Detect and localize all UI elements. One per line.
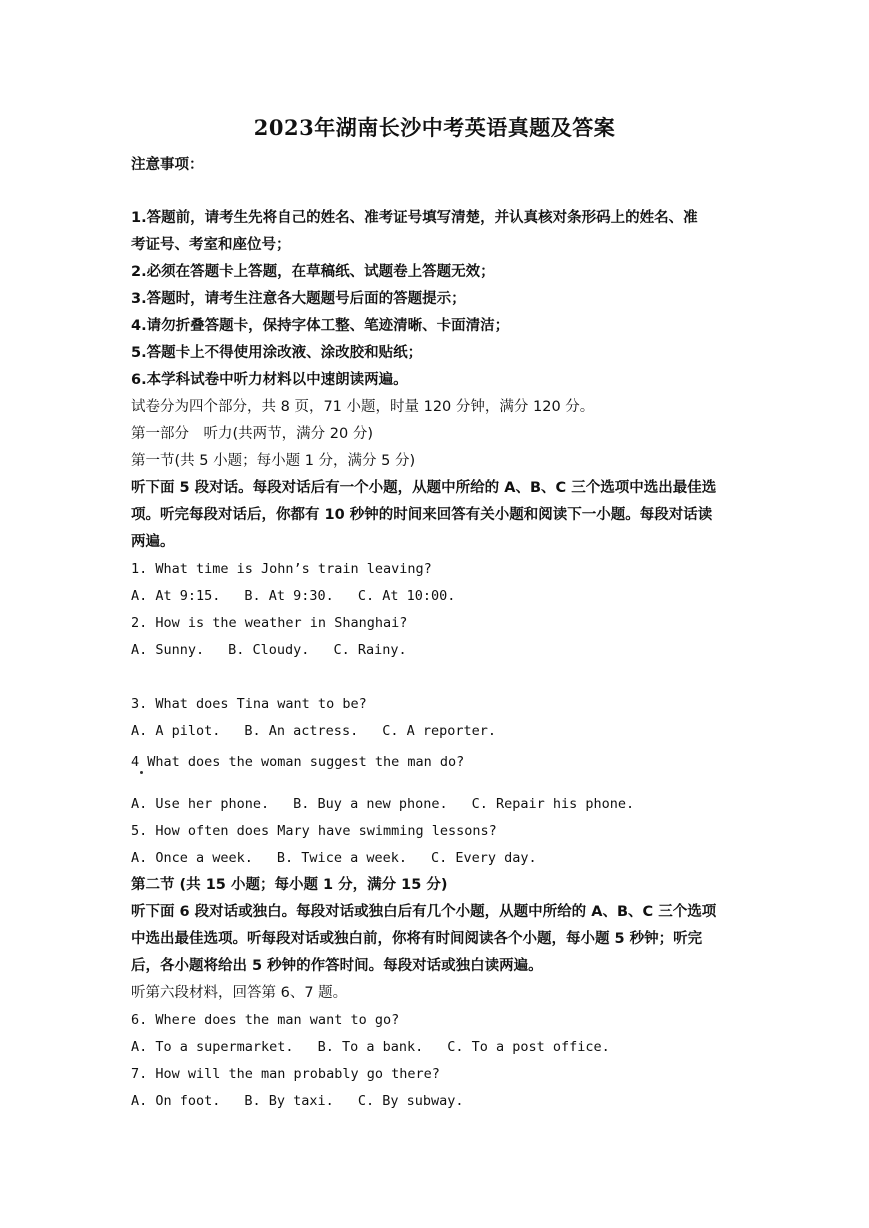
option: C. At 10:00.: [357, 588, 456, 604]
option: B. An actress.: [244, 723, 359, 739]
option: B. Buy a new phone.: [293, 796, 448, 812]
option: C. A reporter.: [382, 723, 496, 739]
section-instructions: 项。听完每段对话后，你都有 10 秒钟的时间来回答有关小题和阅读下一小题。每段对话读: [131, 507, 713, 523]
option: C. Every day.: [430, 850, 537, 866]
question-options: [131, 640, 407, 660]
option: C. Rainy.: [333, 642, 407, 658]
section-heading: 第二节 (共 15 小题；每小题 1 分，满分 15 分): [131, 877, 448, 893]
question-options: [131, 794, 634, 814]
notice-line: 1.答题前，请考生先将自己的姓名、准考证号填写清楚，并认真核对条形码上的姓名、准: [131, 210, 698, 226]
question-options: [131, 586, 455, 606]
section-instructions: 听下面 6 段对话或独白。每段对话或独白后有几个小题，从题中所给的 A、B、C 三个选项: [131, 904, 717, 920]
option: A. A pilot.: [131, 723, 221, 739]
question-text: 6. Where does the man want to go?: [131, 1012, 400, 1028]
question-options: [131, 721, 496, 741]
part-heading: 第一部分 听力(共两节，满分 20 分): [131, 426, 373, 442]
material-note: 听第六段材料，回答第 6、7 题。: [131, 985, 348, 1001]
question-text: 7. How will the man probably go there?: [131, 1066, 440, 1082]
notice-line: 考证号、考室和座位号；: [131, 237, 291, 253]
option: B. Cloudy.: [228, 642, 310, 658]
option: B. Twice a week.: [276, 850, 407, 866]
option: B. At 9:30.: [244, 588, 334, 604]
notice-line: 5.答题卡上不得使用涂改液、涂改胶和贴纸；: [131, 345, 423, 361]
option: A. Sunny.: [131, 642, 205, 658]
section-heading: 第一节(共 5 小题；每小题 1 分，满分 5 分): [131, 453, 416, 469]
notice-line: 4.请勿折叠答题卡，保持字体工整、笔迹清晰、卡面清洁；: [131, 318, 510, 334]
question-options: [131, 1037, 610, 1057]
question-text: 5. How often does Mary have swimming lessons?: [131, 823, 497, 839]
option: B. By taxi.: [244, 1093, 334, 1109]
section-instructions: 后，各小题将给出 5 秒钟的作答时间。每段对话或独白读两遍。: [131, 958, 543, 974]
stray-dot: [140, 771, 143, 774]
notice-line: 2.必须在答题卡上答题，在草稿纸、试题卷上答题无效；: [131, 264, 495, 280]
section-instructions: 中选出最佳选项。听每段对话或独白前，你将有时间阅读各个小题，每小题 5 秒钟；听完: [131, 931, 703, 947]
option: A. Use her phone.: [131, 796, 270, 812]
option: C. To a post office.: [447, 1039, 610, 1055]
section-instructions: 听下面 5 段对话。每段对话后有一个小题，从题中所给的 A、B、C 三个选项中选出最佳选: [131, 480, 717, 496]
question-text: 2. How is the weather in Shanghai?: [131, 615, 408, 631]
notice-line: 3.答题时，请考生注意各大题题号后面的答题提示；: [131, 291, 466, 307]
notice-line: 6.本学科试卷中听力材料以中速朗读两遍。: [131, 372, 408, 388]
section-instructions: 两遍。: [131, 534, 175, 550]
option: A. On foot.: [131, 1093, 221, 1109]
option: C. By subway.: [357, 1093, 464, 1109]
exam-info: 试卷分为四个部分，共 8 页，71 小题，时量 120 分钟，满分 120 分。: [131, 399, 595, 415]
question-text: 3. What does Tina want to be?: [131, 696, 367, 712]
question-options: [131, 848, 537, 868]
option: A. Once a week.: [131, 850, 253, 866]
question-options: [131, 1091, 463, 1111]
option: A. At 9:15.: [131, 588, 221, 604]
question-text: 1. What time is John’s train leaving?: [131, 561, 432, 577]
question-text: 4 What does the woman suggest the man do?: [131, 754, 465, 770]
notice-heading: 注意事项：: [131, 157, 204, 173]
option: C. Repair his phone.: [471, 796, 635, 812]
option: A. To a supermarket.: [131, 1039, 294, 1055]
option: B. To a bank.: [317, 1039, 424, 1055]
document-title: 2023年湖南长沙中考英语真题及答案: [253, 115, 616, 140]
